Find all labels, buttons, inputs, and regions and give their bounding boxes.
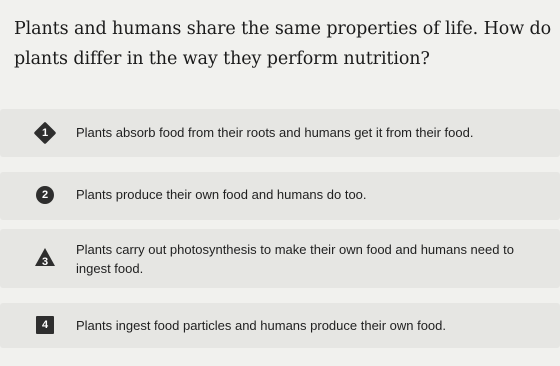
answer-option-1[interactable]: [0, 109, 560, 157]
option-number: 2: [41, 189, 49, 201]
question-text: Plants and humans share the same properties of life. How do plants differ in the way they perform nutrition?: [14, 19, 552, 69]
answer-option-2[interactable]: [0, 172, 560, 220]
answer-option-3[interactable]: [0, 229, 560, 288]
answer-option-4[interactable]: [0, 303, 560, 348]
option-text: Plants carry out photosynthesis to make their own food and humans need to ingest food.: [76, 242, 514, 276]
option-text: Plants produce their own food and humans do too.: [76, 187, 367, 202]
circle-badge-icon: [36, 186, 54, 204]
option-number: 4: [41, 319, 49, 331]
diamond-badge-icon: [36, 124, 54, 142]
triangle-badge-icon: [36, 250, 54, 268]
option-number: 1: [41, 127, 49, 139]
square-badge-icon: [36, 316, 54, 334]
option-text: Plants ingest food particles and humans produce their own food.: [76, 318, 447, 333]
option-text: Plants absorb food from their roots and humans get it from their food.: [76, 125, 474, 140]
option-number: 3: [41, 256, 49, 268]
